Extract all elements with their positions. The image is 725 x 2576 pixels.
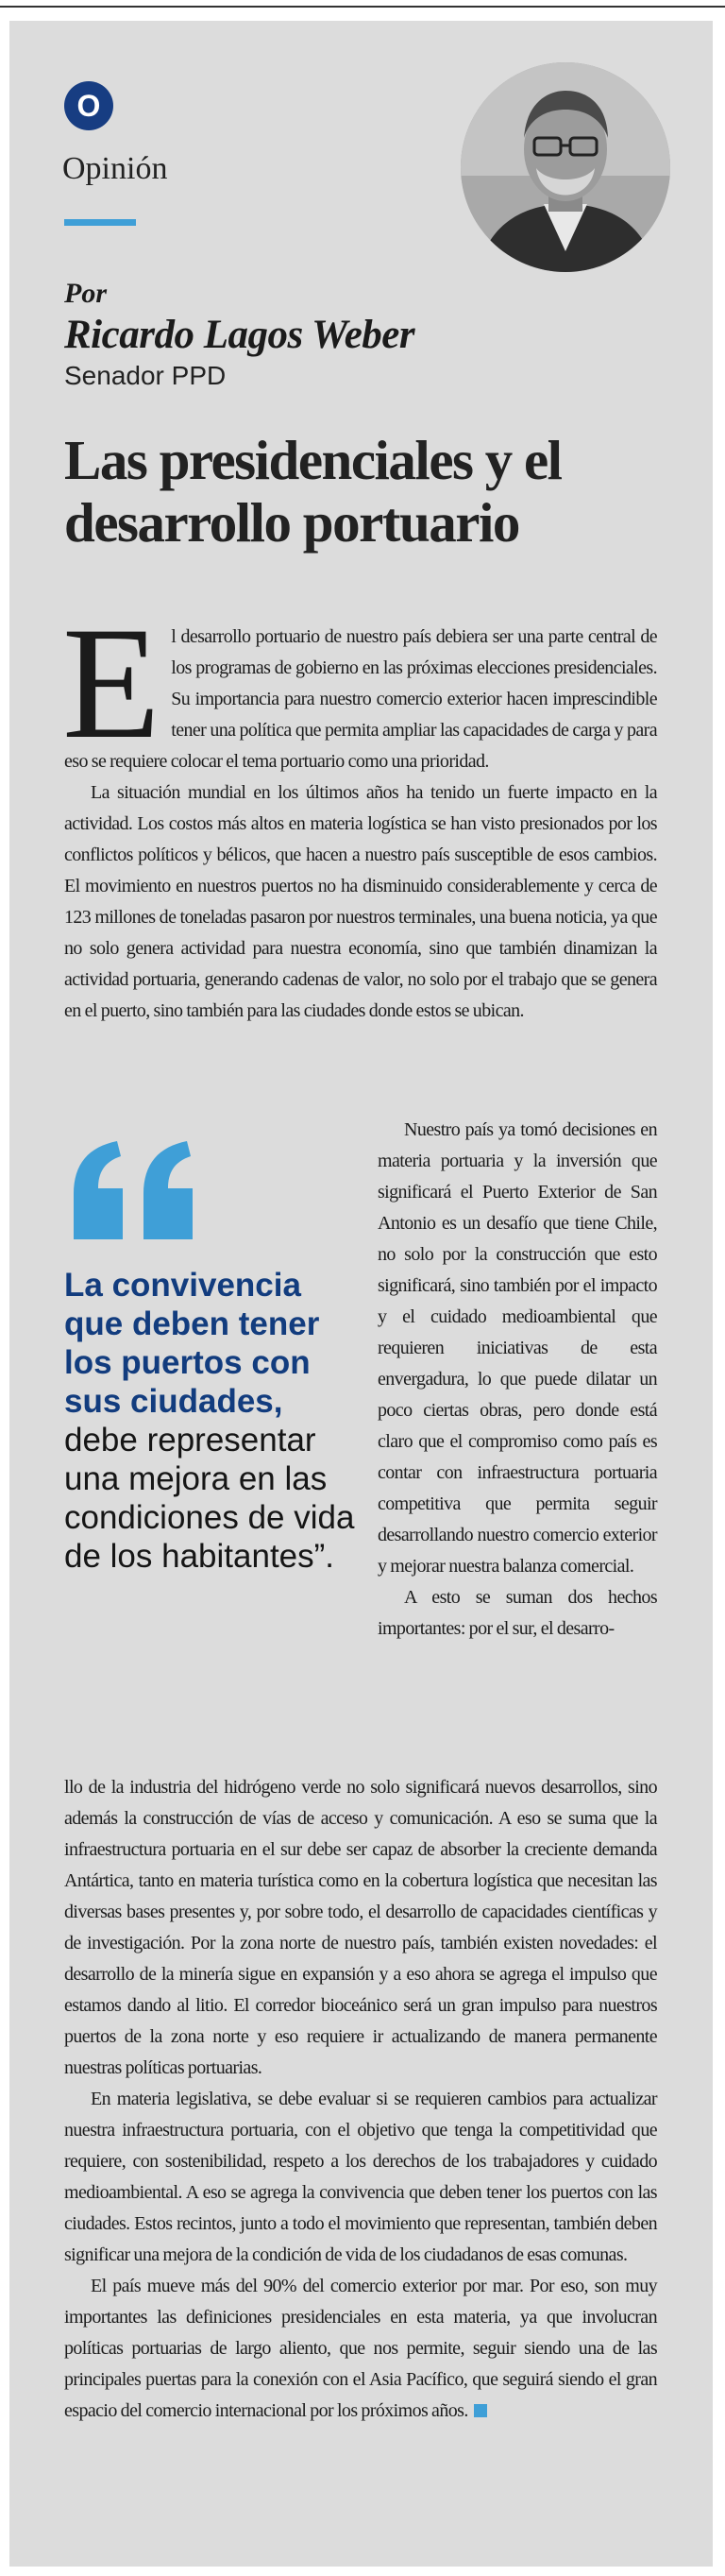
byline-author: Ricardo Lagos Weber	[64, 313, 415, 357]
paragraph-3: Nuestro país ya tomó decisiones en materia portuaria y la inversión que significará el Puerto Exterior de San Antonio es un desafío que tiene Chile, no solo por la construcción que esto significará, sino también por el impacto y el cuidado medioambiental que requieren iniciativas de esta envergadura, lo que puede dilatar un poco ciertas obras, pero donde está claro que el compromiso como país es contar con infraestructura portuaria competitiva que permita seguir desarrollando nuestro comercio exterior y mejorar nuestra balanza comercial.	[378, 1119, 657, 1577]
paragraph-6	[64, 2271, 657, 2427]
pull-quote	[64, 1266, 364, 1576]
author-portrait-icon	[461, 62, 670, 272]
byline-prefix: Por	[64, 278, 107, 309]
section-label: Opinión	[62, 151, 168, 186]
pull-quote-text: debe representar una mejora en las condiciones de vida de los habitantes”.	[64, 1422, 355, 1575]
dropcap: E	[62, 594, 160, 772]
paragraph-4-continued: llo de la industria del hidrógeno verde no solo significará nuevos desarrollos, sino además la construcción de vías de acceso y comunicación. A eso se suma que la infraestructura portuaria en el sur debe ser capaz de absorber la creciente demanda Antártica, tanto en materia turística como en la cobertura logística que necesitan las diversas bases presentes y, por sobre todo, el desarrollo de capacidades científicas y de investigación. Por la zona norte de nuestro país, también existen novedades: el desarrollo de la minería sigue en expansión y a eso ahora se agrega el impulso que estamos dando al litio. El corredor bioceánico será un gran impulso para nuestros puertos de la zona norte y eso requiere ir actualizando de manera permanente nuestras políticas portuarias.	[64, 1777, 657, 2078]
quote-mark-icon	[64, 1135, 206, 1249]
headline: Las presidenciales y el desarrollo portuario	[64, 429, 562, 554]
article-body-bottom	[64, 1772, 657, 2427]
section-accent-rule	[64, 219, 136, 226]
top-rule	[0, 6, 725, 8]
section-badge: O	[64, 81, 113, 130]
article-body-top	[62, 594, 657, 1027]
author-portrait	[461, 62, 670, 272]
byline-role: Senador PPD	[64, 361, 227, 390]
paragraph-4-start: A esto se suman dos hechos importantes: por el sur, el desarro-	[378, 1587, 657, 1639]
paragraph-5: En materia legislativa, se debe evaluar si se requieren cambios para actualizar nuestra infraestructura portuaria, con el objetivo que tenga la competitividad que requiere, con sostenibilidad, respeto a los derechos de los trabajadores y cuidado medioambiental. A eso se agrega la convivencia que deben tener los puertos con las ciudades. Estos recintos, junto a todo el movimiento que representan, también deben significar una mejora de la condición de vida de los ciudadanos de esas comunas.	[64, 2089, 657, 2265]
paragraph-1-text: l desarrollo portuario de nuestro país debiera ser una parte central de los programas de gobierno en las próximas elecciones presidenciales. Su importancia para nuestro comercio exterior hacen imprescindible tener una política que permita ampliar las capacidades de carga y para eso se requiere colocar el tema portuario como una prioridad.	[64, 626, 657, 772]
article-body-side	[378, 1115, 657, 1645]
paragraph-2: La situación mundial en los últimos años ha tenido un fuerte impacto en la actividad. Los costos más altos en materia logística se han visto presionados por los conflictos políticos y bélicos, que hacen a nuestro país susceptible de esos cambios. El movimiento en nuestros puertos no ha disminuido considerablemente y cerca de 123 millones de toneladas pasaron por nuestros terminales, una buena noticia, ya que no solo genera actividad para nuestra economía, sino que también dinamizan la actividad portuaria, generando cadenas de valor, no solo por el trabajo que se genera en el puerto, sino también para las ciudades donde estos se ubican.	[64, 782, 657, 1021]
opinion-column	[9, 21, 713, 2567]
paragraph-6-text: El país mueve más del 90% del comercio exterior por mar. Por eso, son muy importantes las definiciones presidenciales en esta materia, ya que involucran políticas portuarias de largo aliento, que nos permite, seguir siendo una de las principales puertas para la conexión con el Asia Pacífico, que seguirá siendo el gran espacio del comercio internacional por los próximos años.	[64, 2276, 657, 2421]
end-mark-icon	[474, 2404, 487, 2417]
paragraph-1	[62, 594, 657, 777]
pull-quote-emphasis: La convivencia que deben tener los puertos con sus ciudades,	[64, 1267, 320, 1420]
